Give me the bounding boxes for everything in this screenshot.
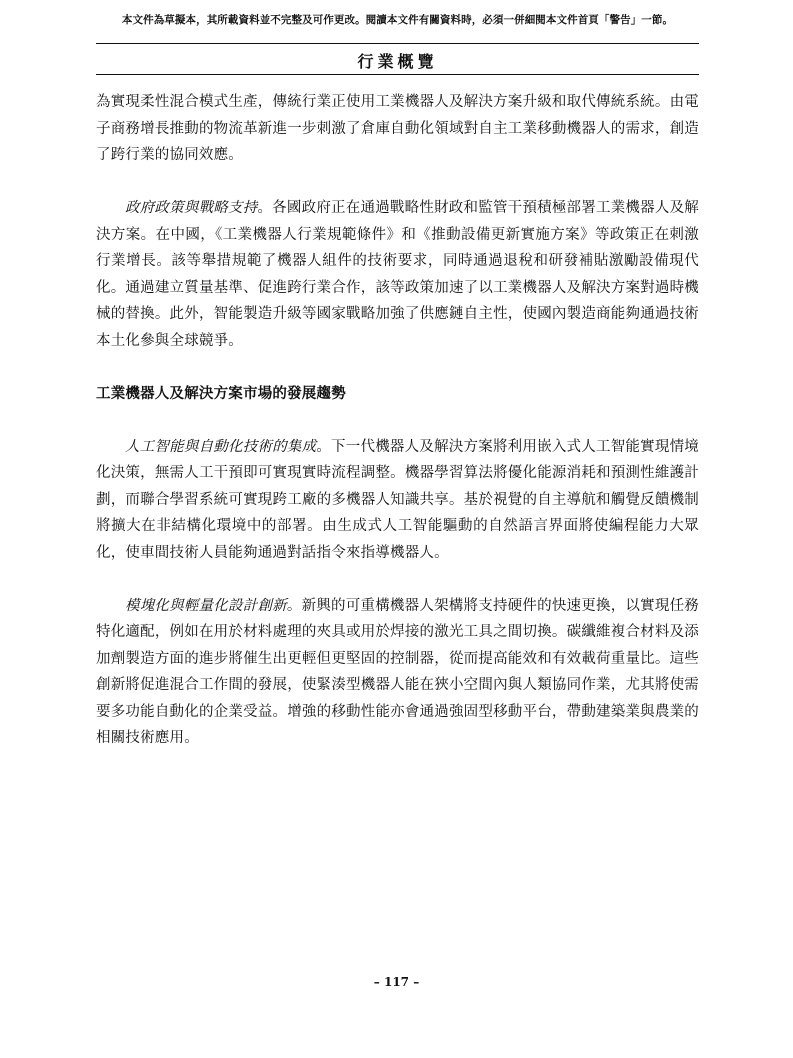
paragraph-spacer <box>96 169 699 196</box>
paragraph-lead-emphasis: 人工智能與自動化技術的集成 <box>125 438 317 455</box>
paragraph-modular-design <box>96 593 699 752</box>
paragraph-intro: 為實現柔性混合模式生產，傳統行業正使用工業機器人及解決方案升級和取代傳統系統。由電子商務增長推動的物流革新進一步刺激了倉庫自動化領域對自主工業移動機器人的需求，創造了跨行業的協同效應。 <box>96 94 699 163</box>
paragraph-text: 。下一代機器人及解決方案將利用嵌入式人工智能實現情境化決策，無需人工干預即可實現實時流程調整。機器學習算法將優化能源消耗和預測性維護計劃，而聯合學習系統可實現跨工廠的多機器人知識共享。基於視覺的自主導航和觸覺反饋機制將擴大在非結構化環境中的部署。由生成式人工智能驅動的自然語言界面將使編程能力大眾化，使車間技術人員能夠通過對話指令來指導機器人。 <box>96 438 699 561</box>
paragraph-ai-integration <box>96 434 699 567</box>
paragraph-lead-emphasis: 模塊化與輕量化設計創新 <box>125 597 287 614</box>
paragraph-spacer <box>96 354 699 381</box>
draft-warning-banner: 本文件為草擬本，其所載資料並不完整及可作更改。閱讀本文件有關資料時，必須一併細閱本文件首頁「警告」一節。 <box>121 14 674 26</box>
paragraph-lead-emphasis: 政府政策與戰略支持 <box>125 200 258 216</box>
header-bottom-rule <box>96 74 699 75</box>
paragraph-text: 。新興的可重構機器人架構將支持硬件的快速更換，以實現任務特化適配，例如在用於材料處理的夾具或用於焊接的激光工具之間切換。碳纖維複合材料及添加劑製造方面的進步將催生出更輕但更堅固的控制器，從而提高能效和有效載荷重量比。這些創新將促進混合工作間的發展，使緊湊型機器人能在狹小空間內與人類協同作業，尤其將使需要多功能自動化的企業受益。增強的移動性能亦會通過強固型移動平台，帶動建築業與農業的相關技術應用。 <box>96 597 699 746</box>
subsection-heading: 工業機器人及解決方案市場的發展趨勢 <box>96 384 346 402</box>
paragraph-spacer <box>96 566 699 593</box>
paragraph-government-policy <box>96 195 699 354</box>
paragraph-spacer <box>96 407 699 434</box>
paragraph-text: 。各國政府正在通過戰略性財政和監管干預積極部署工業機器人及解決方案。在中國，《工業機器人行業規範條件》和《推動設備更新實施方案》等政策正在刺激行業增長。該等舉措規範了機器人組件的技術要求，同時通過退稅和研發補貼激勵設備現代化。通過建立質量基準、促進跨行業合作，該等政策加速了以工業機器人及解決方案對過時機械的替換。此外，智能製造升級等國家戰略加強了供應鏈自主性，使國內製造商能夠通過技術本土化參與全球競爭。 <box>96 200 699 349</box>
section-title: 行業概覽 <box>357 52 438 71</box>
page-number: – 117 – <box>373 975 420 989</box>
header-top-rule <box>96 43 699 44</box>
document-body <box>96 89 699 752</box>
